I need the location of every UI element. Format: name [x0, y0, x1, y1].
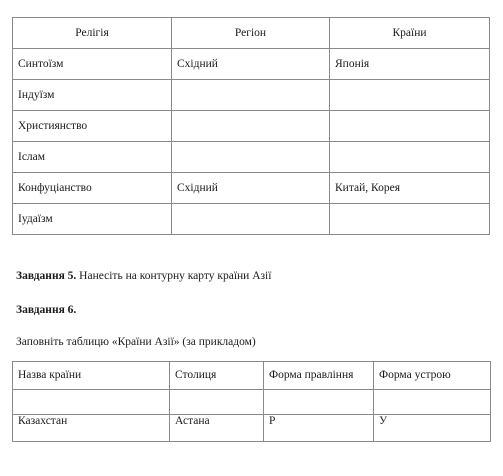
- region-cell[interactable]: [172, 204, 330, 235]
- header-state-structure: Форма устрою: [374, 362, 491, 390]
- religion-cell[interactable]: Синтоїзм: [13, 49, 172, 80]
- region-cell[interactable]: [172, 142, 330, 173]
- country-name-cell[interactable]: Казахстан: [13, 415, 170, 442]
- task-5: [16, 270, 271, 282]
- table-row: [13, 111, 490, 142]
- religion-cell[interactable]: Конфуціанство: [13, 173, 172, 204]
- countries-header-row: [13, 362, 491, 390]
- religion-cell[interactable]: Іслам: [13, 142, 172, 173]
- region-cell[interactable]: Східний: [172, 49, 330, 80]
- religion-cell[interactable]: Християнство: [13, 111, 172, 142]
- header-extension-row: [13, 390, 491, 415]
- countries-cell[interactable]: Японія: [330, 49, 490, 80]
- countries-cell[interactable]: [330, 204, 490, 235]
- task-5-text: Нанесіть на контурну карту країни Азії: [76, 270, 272, 282]
- countries-cell[interactable]: [330, 142, 490, 173]
- government-form-cell[interactable]: Р: [264, 415, 374, 442]
- task-5-label: Завдання 5.: [16, 270, 77, 282]
- religion-table: [12, 17, 490, 235]
- countries-cell[interactable]: [330, 111, 490, 142]
- header-capital: Столиця: [170, 362, 264, 390]
- religion-cell[interactable]: Індуїзм: [13, 80, 172, 111]
- header-country-name: Назва країни: [13, 362, 170, 390]
- header-region: Регіон: [172, 18, 330, 49]
- region-cell[interactable]: Східний: [172, 173, 330, 204]
- table-row: [13, 415, 491, 442]
- table-row: [13, 173, 490, 204]
- table-row: [13, 142, 490, 173]
- religion-header-row: [13, 18, 490, 49]
- religion-cell[interactable]: Іудаїзм: [13, 204, 172, 235]
- capital-cell[interactable]: Астана: [170, 415, 264, 442]
- header-government-form: Форма правління: [264, 362, 374, 390]
- task-6-label: Завдання 6.: [16, 304, 77, 316]
- countries-cell[interactable]: [330, 80, 490, 111]
- region-cell[interactable]: [172, 111, 330, 142]
- task-6: [16, 304, 76, 316]
- countries-table: [12, 361, 491, 442]
- header-religion: Релігія: [13, 18, 172, 49]
- header-countries: Країни: [330, 18, 490, 49]
- table-row: [13, 80, 490, 111]
- task-6-instruction: Заповніть таблицю «Країни Азії» (за прикладом): [16, 336, 256, 348]
- table-row: [13, 204, 490, 235]
- state-structure-cell[interactable]: У: [374, 415, 491, 442]
- table-row: [13, 49, 490, 80]
- countries-cell[interactable]: Китай, Корея: [330, 173, 490, 204]
- region-cell[interactable]: [172, 80, 330, 111]
